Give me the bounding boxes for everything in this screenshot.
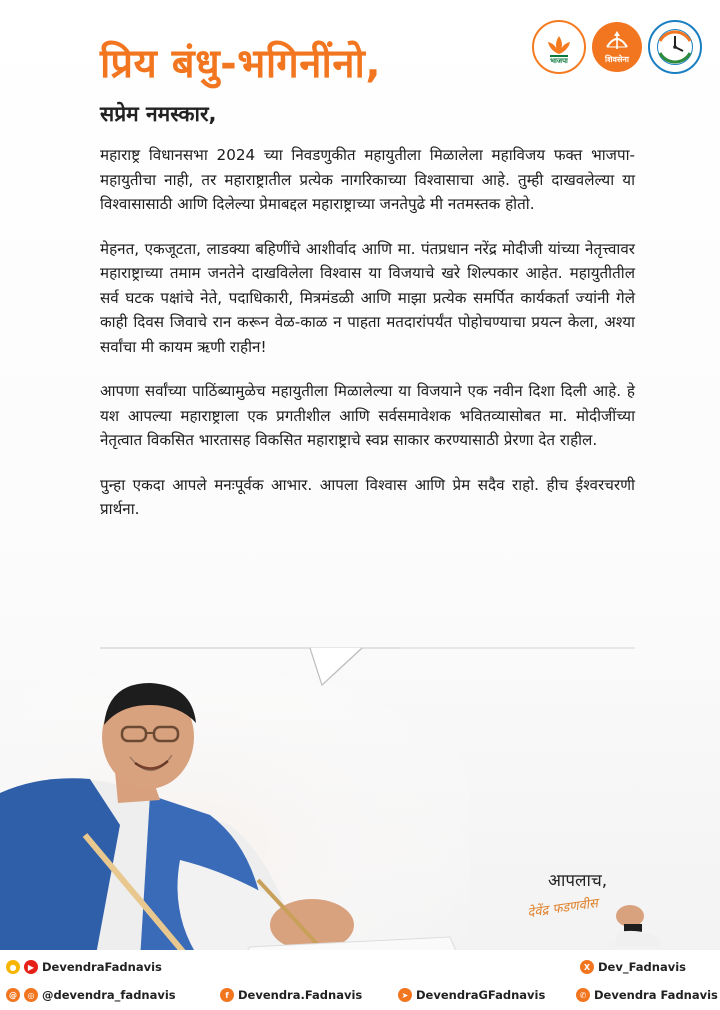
- social-row-x[interactable]: [580, 960, 686, 974]
- instagram-icon: ◎: [24, 988, 38, 1002]
- letter-body: [100, 143, 635, 542]
- ncp-clock-logo: [648, 20, 702, 74]
- paragraph-3: आपणा सर्वांच्या पाठिंब्यामुळेच महायुतीला मिळालेल्या या विजयाने एक नवीन दिशा दिली आहे. हे यश आपल्या महाराष्ट्राला एक प्रगतीशील आणि सर्वसमावेशक भवितव्यासोबत मा. मोदीजींच्या नेतृत्वात विकसित भारतासह विकसित महाराष्ट्राचे स्वप्न साकार करण्यासाठी प्रेरणा देत राहील.: [100, 382, 635, 449]
- youtube-icon: ▶: [24, 960, 38, 974]
- social-handle: DevendraFadnavis: [42, 960, 162, 974]
- closing-text: आपलाच,: [548, 871, 608, 891]
- shivsena-logo: [592, 22, 642, 72]
- greeting: सप्रेम नमस्कार,: [100, 102, 217, 126]
- facebook-icon: f: [220, 988, 234, 1002]
- bow-arrow-icon: [604, 29, 630, 53]
- signing-hand-photo: [600, 898, 660, 946]
- threads-icon: @: [6, 988, 20, 1002]
- clock-icon: [655, 27, 695, 67]
- social-row-koo-youtube[interactable]: [6, 960, 162, 974]
- page-title: प्रिय बंधु-भगिनींनो,: [100, 41, 382, 87]
- social-row-telegram[interactable]: [398, 988, 545, 1002]
- paragraph-1: महाराष्ट्र विधानसभा 2024 च्या निवडणुकीत महायुतीला मिळालेला महाविजय फक्त भाजपा-महायुतीचा नाही, तर महाराष्ट्रातील प्रत्येक नागरिकाच्या विश्वासाचा आहे. तुम्ही दाखवलेल्या या विश्वासासाठी आणि दिलेल्या प्रेमाबद्दल महाराष्ट्राच्या जनतेपुढे मी नतमस्तक होतो.: [100, 146, 635, 213]
- social-handle: Devendra.Fadnavis: [238, 988, 363, 1002]
- person-writing-photo: [0, 675, 470, 960]
- social-row-threads-instagram[interactable]: [6, 988, 176, 1002]
- signature: देवेंद्र फडणवीस: [526, 896, 599, 921]
- paragraph-2: मेहनत, एकजूटता, लाडक्या बहिणींचे आशीर्वाद आणि मा. पंतप्रधान नरेंद्र मोदीजी यांच्या नेतृत्त्वावर महाराष्ट्राच्या तमाम जनतेने दाखविलेला विश्वास या विजयाचे खरे शिल्पकार आहेत. महायुतीतील सर्व घटक पक्षांचे नेते, पदाधिकारी, मित्रमंडळी आणि माझा प्रत्येक समर्पित कार्यकर्ता ज्यांनी गेले काही दिवस जिवाचे रान करून वेळ-काळ न पाहता मतदारांपर्यंत पोहोचण्याचा प्रयत्न केला, अश्या सर्वांचा मी कायम ऋणी राहीन!: [100, 239, 635, 356]
- footer: [0, 950, 720, 1010]
- whatsapp-icon: ✆: [576, 988, 590, 1002]
- bjp-logo: [532, 20, 586, 74]
- shivsena-caption: शिवसेना: [605, 55, 629, 64]
- social-row-whatsapp[interactable]: [576, 988, 718, 1002]
- telegram-icon: ➤: [398, 988, 412, 1002]
- social-handle: Devendra Fadnavis: [594, 988, 718, 1002]
- party-logos: [532, 20, 702, 74]
- social-row-facebook[interactable]: [220, 988, 362, 1002]
- paragraph-4: पुन्हा एकदा आपले मनःपूर्वक आभार. आपला विश्वास आणि प्रेम सदैव राहो. हीच ईश्वरचरणी प्रार्थना.: [100, 475, 635, 518]
- x-icon: X: [580, 960, 594, 974]
- bjp-caption: भाजपा: [550, 57, 568, 65]
- social-handle: DevendraGFadnavis: [416, 988, 546, 1002]
- social-handle: Dev_Fadnavis: [598, 960, 686, 974]
- koo-icon: ●: [6, 960, 20, 974]
- social-handle: @devendra_fadnavis: [42, 988, 176, 1002]
